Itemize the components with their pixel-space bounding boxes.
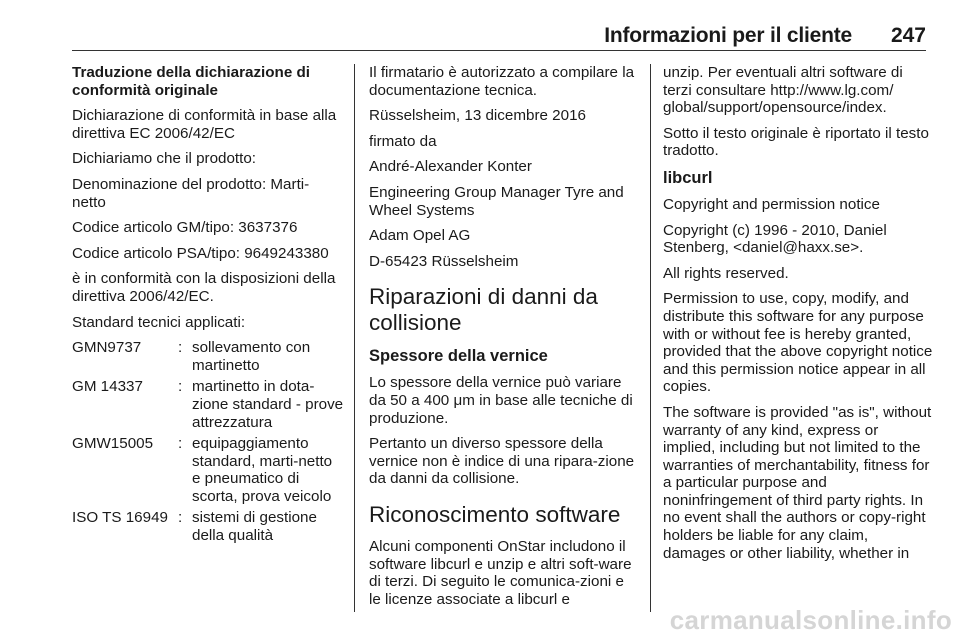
paragraph: Standard tecnici applicati: [72,313,246,331]
paragraph: Codice articolo PSA/tipo: 9649243380 [72,244,329,262]
standard-separator: : [178,435,183,453]
standard-separator: : [178,378,183,396]
paragraph: The software is provided "as is", without warranty of any kind, express or implied, including but not limited to the warranties of merchantability, fitness for a particular purpose and noninfringement of third party rights. In no event shall the authors or copy-right holders be liable for any claim, damages or other liability, whether in [663,403,932,562]
column-1 [72,64,342,549]
paragraph: Sotto il testo originale è riportato il testo tradotto. [663,124,929,160]
standard-separator: : [178,339,183,357]
table-row [72,509,344,548]
column-divider [354,64,355,612]
declaration-heading: Traduzione della dichiarazione di conformità originale [72,64,310,99]
standard-separator: : [178,509,183,527]
paragraph: firmato da [369,132,437,150]
paragraph: Rüsselsheim, 13 dicembre 2016 [369,107,586,125]
standard-desc: martinetto in dota-zione standard - prove attrezzatura [192,378,344,431]
paragraph: Dichiarazione di conformità in base alla direttiva EC 2006/42/EC [72,107,337,142]
page-header [72,0,926,51]
paragraph: Pertanto un diverso spessore della vernice non è indice di una ripara-zione da danni da collisione. [369,435,635,488]
standard-code: GM 14337 [72,378,143,396]
table-row [72,378,344,435]
section-title-libcurl: libcurl [663,168,713,187]
paragraph: Copyright and permission notice [663,195,880,213]
paragraph: Denominazione del prodotto: Marti-netto [72,175,310,211]
paragraph: All rights reserved. [663,264,789,282]
paragraph: Engineering Group Manager Tyre and Wheel Systems [369,183,624,219]
watermark: carmanualsonline.info [669,605,952,635]
section-title-software: Riconoscimento software [369,501,621,527]
standard-desc: sistemi di gestione della qualità [192,509,317,545]
paragraph: D-65423 Rüsselsheim [369,252,519,270]
standard-code: ISO TS 16949 [72,509,168,527]
standard-desc: equipaggiamento standard, marti-netto e pneumatico di scorta, prova veicolo [192,435,333,505]
standard-desc: sollevamento con martinetto [192,339,311,374]
paragraph: André-Alexander Konter [369,158,532,176]
standard-code: GMW15005 [72,435,154,453]
standard-code: GMN9737 [72,339,142,357]
table-row [72,339,344,378]
column-2 [369,64,639,616]
paragraph: Lo spessore della vernice può variare da 50 a 400 μm in base alle tecniche di produzione. [369,374,633,427]
column-divider [650,64,651,612]
paragraph: Il firmatario è autorizzato a compilare la documentazione tecnica. [369,64,635,99]
paragraph: Dichiariamo che il prodotto: [72,150,257,168]
section-title-collision-repair: Riparazioni di danni da collisione [369,284,598,336]
page-number: 247 [890,24,926,47]
header-title: Informazioni per il cliente [604,24,852,47]
paragraph: Adam Opel AG [369,227,471,245]
standards-table [72,339,344,549]
paragraph: unzip. Per eventuali altri software di terzi consultare http://www.lg.com/ global/support/opensource/index. [663,64,903,117]
table-row [72,435,344,509]
column-3 [663,64,933,570]
subsection-title-paint-thickness: Spessore della vernice [369,347,548,366]
paragraph: Permission to use, copy, modify, and distribute this software for any purpose with or without fee is hereby granted, provided that the above copyright notice and this permission notice appear in all copies. [663,290,933,396]
paragraph: è in conformità con la disposizioni della direttiva 2006/42/EC. [72,270,336,305]
paragraph: Copyright (c) 1996 - 2010, Daniel Stenberg, <daniel@haxx.se>. [663,221,887,257]
paragraph: Codice articolo GM/tipo: 3637376 [72,219,298,237]
paragraph: Alcuni componenti OnStar includono il software libcurl e unzip e altri soft-ware di terzi. Di seguito le comunica-zioni e le licenze associate a libcurl e [369,537,632,608]
